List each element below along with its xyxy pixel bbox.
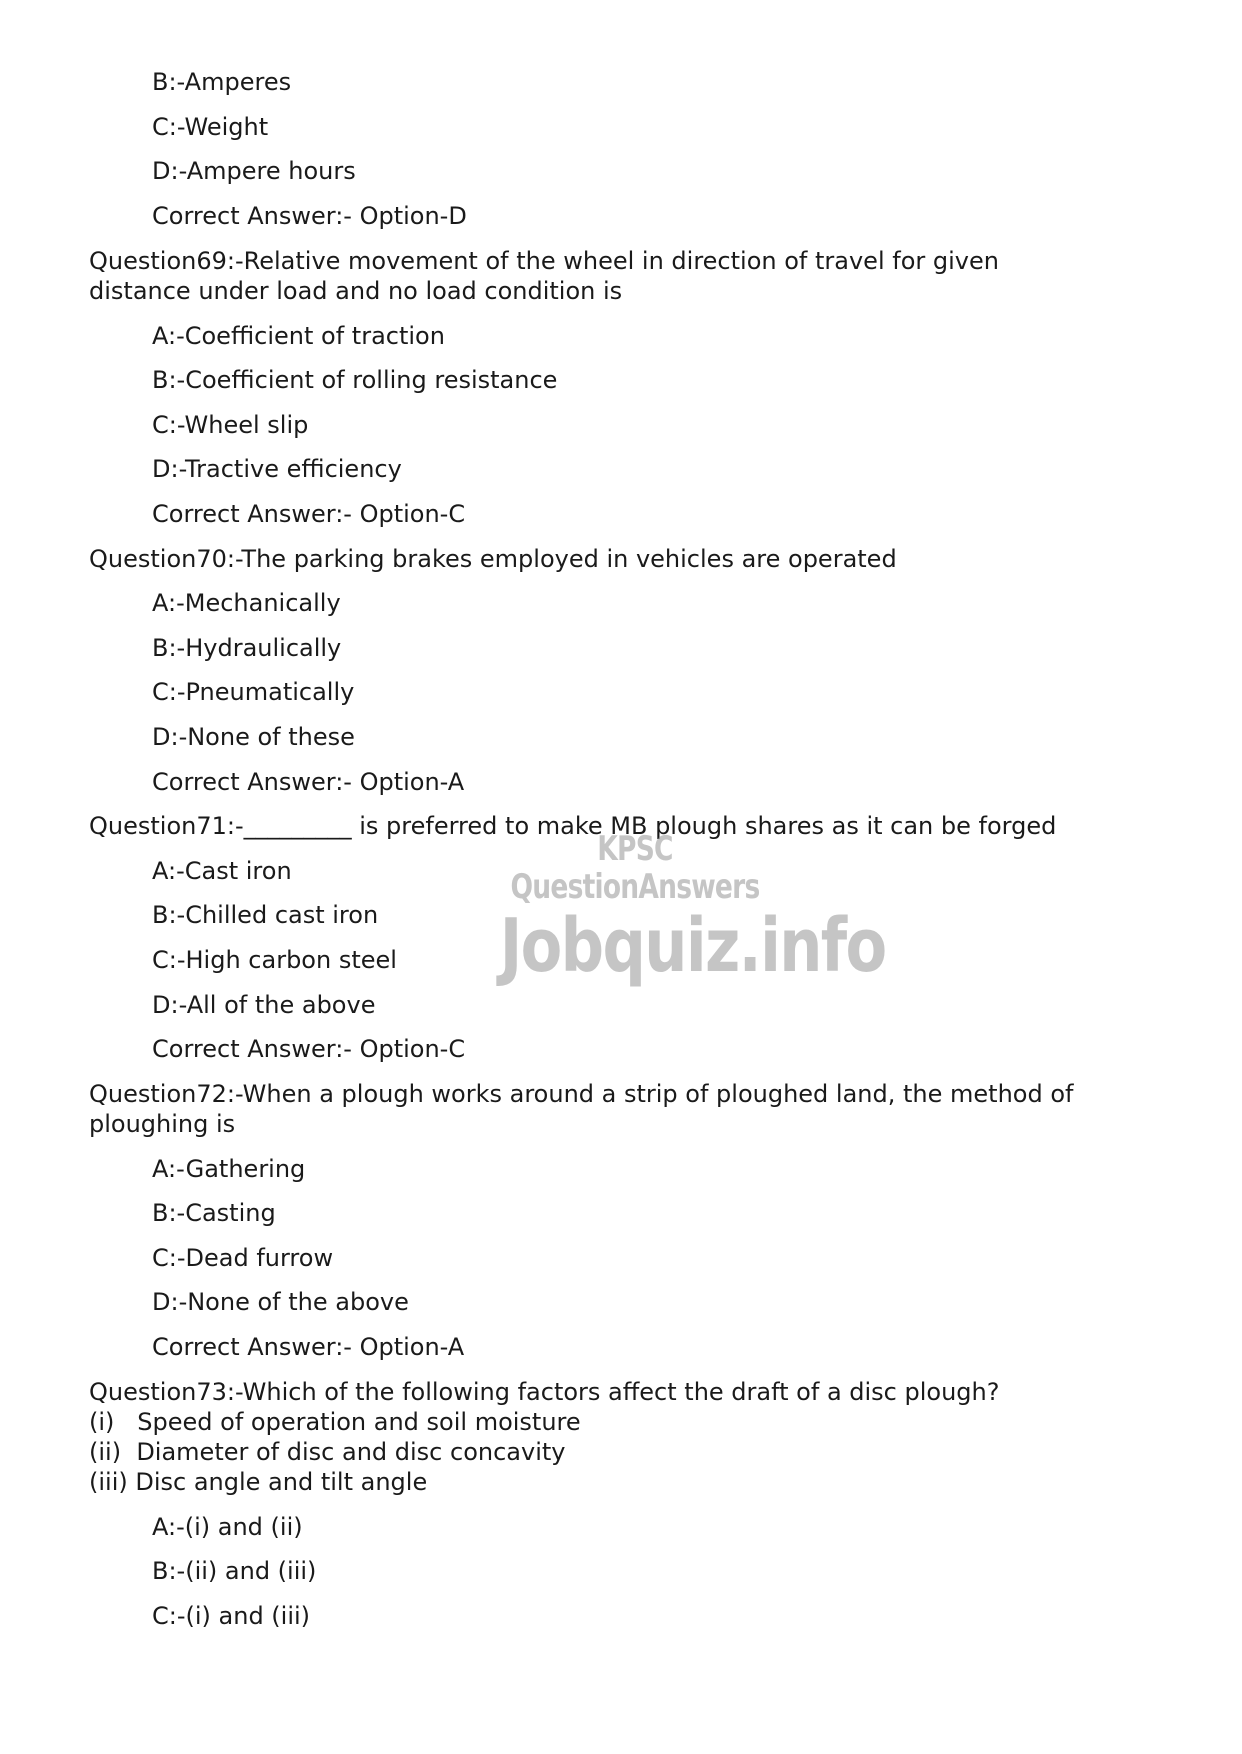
correct-answer: Correct Answer:- Option-D xyxy=(152,202,467,230)
answer-option: B:-(ii) and (iii) xyxy=(152,1557,317,1585)
question-text-continued: ploughing is xyxy=(89,1110,236,1138)
answer-option: D:-None of the above xyxy=(152,1288,409,1316)
answer-option: B:-Chilled cast iron xyxy=(152,901,379,929)
answer-option: D:-All of the above xyxy=(152,991,376,1019)
answer-option: A:-Gathering xyxy=(152,1155,306,1183)
correct-answer: Correct Answer:- Option-C xyxy=(152,1035,466,1063)
answer-option: A:-(i) and (ii) xyxy=(152,1513,303,1541)
question-text: Question71:-_________ is preferred to make MB plough shares as it can be forged xyxy=(89,812,1057,840)
correct-answer: Correct Answer:- Option-C xyxy=(152,500,466,528)
question-text: Question69:-Relative movement of the wheel in direction of travel for given xyxy=(89,247,999,275)
answer-option: B:-Amperes xyxy=(152,68,292,96)
answer-option: B:-Casting xyxy=(152,1199,276,1227)
watermark-kpsc-text: KPSC QuestionAnswers xyxy=(510,829,760,907)
answer-option: B:-Coefficient of rolling resistance xyxy=(152,366,558,394)
answer-option: C:-High carbon steel xyxy=(152,946,397,974)
question-statement: (ii) Diameter of disc and disc concavity xyxy=(89,1438,566,1466)
question-text-continued: distance under load and no load condition is xyxy=(89,277,623,305)
correct-answer: Correct Answer:- Option-A xyxy=(152,1333,465,1361)
answer-option: D:-None of these xyxy=(152,723,355,751)
answer-option: C:-Pneumatically xyxy=(152,678,355,706)
watermark-jobquiz-text: Jobquiz.info xyxy=(499,903,886,989)
answer-option: C:-Dead furrow xyxy=(152,1244,334,1272)
question-text: Question70:-The parking brakes employed in vehicles are operated xyxy=(89,545,897,573)
answer-option: C:-Wheel slip xyxy=(152,411,309,439)
correct-answer: Correct Answer:- Option-A xyxy=(152,768,465,796)
answer-option: A:-Mechanically xyxy=(152,589,341,617)
answer-option: C:-Weight xyxy=(152,113,269,141)
answer-option: D:-Ampere hours xyxy=(152,157,356,185)
question-text: Question73:-Which of the following factors affect the draft of a disc plough? xyxy=(89,1378,1000,1406)
answer-option: D:-Tractive efficiency xyxy=(152,455,402,483)
answer-option: C:-(i) and (iii) xyxy=(152,1602,311,1630)
answer-option: A:-Cast iron xyxy=(152,857,292,885)
question-text: Question72:-When a plough works around a strip of ploughed land, the method of xyxy=(89,1080,1074,1108)
answer-option: B:-Hydraulically xyxy=(152,634,342,662)
question-statement: (i) Speed of operation and soil moisture xyxy=(89,1408,581,1436)
answer-option: A:-Coefficient of traction xyxy=(152,322,445,350)
question-statement: (iii) Disc angle and tilt angle xyxy=(89,1468,428,1496)
